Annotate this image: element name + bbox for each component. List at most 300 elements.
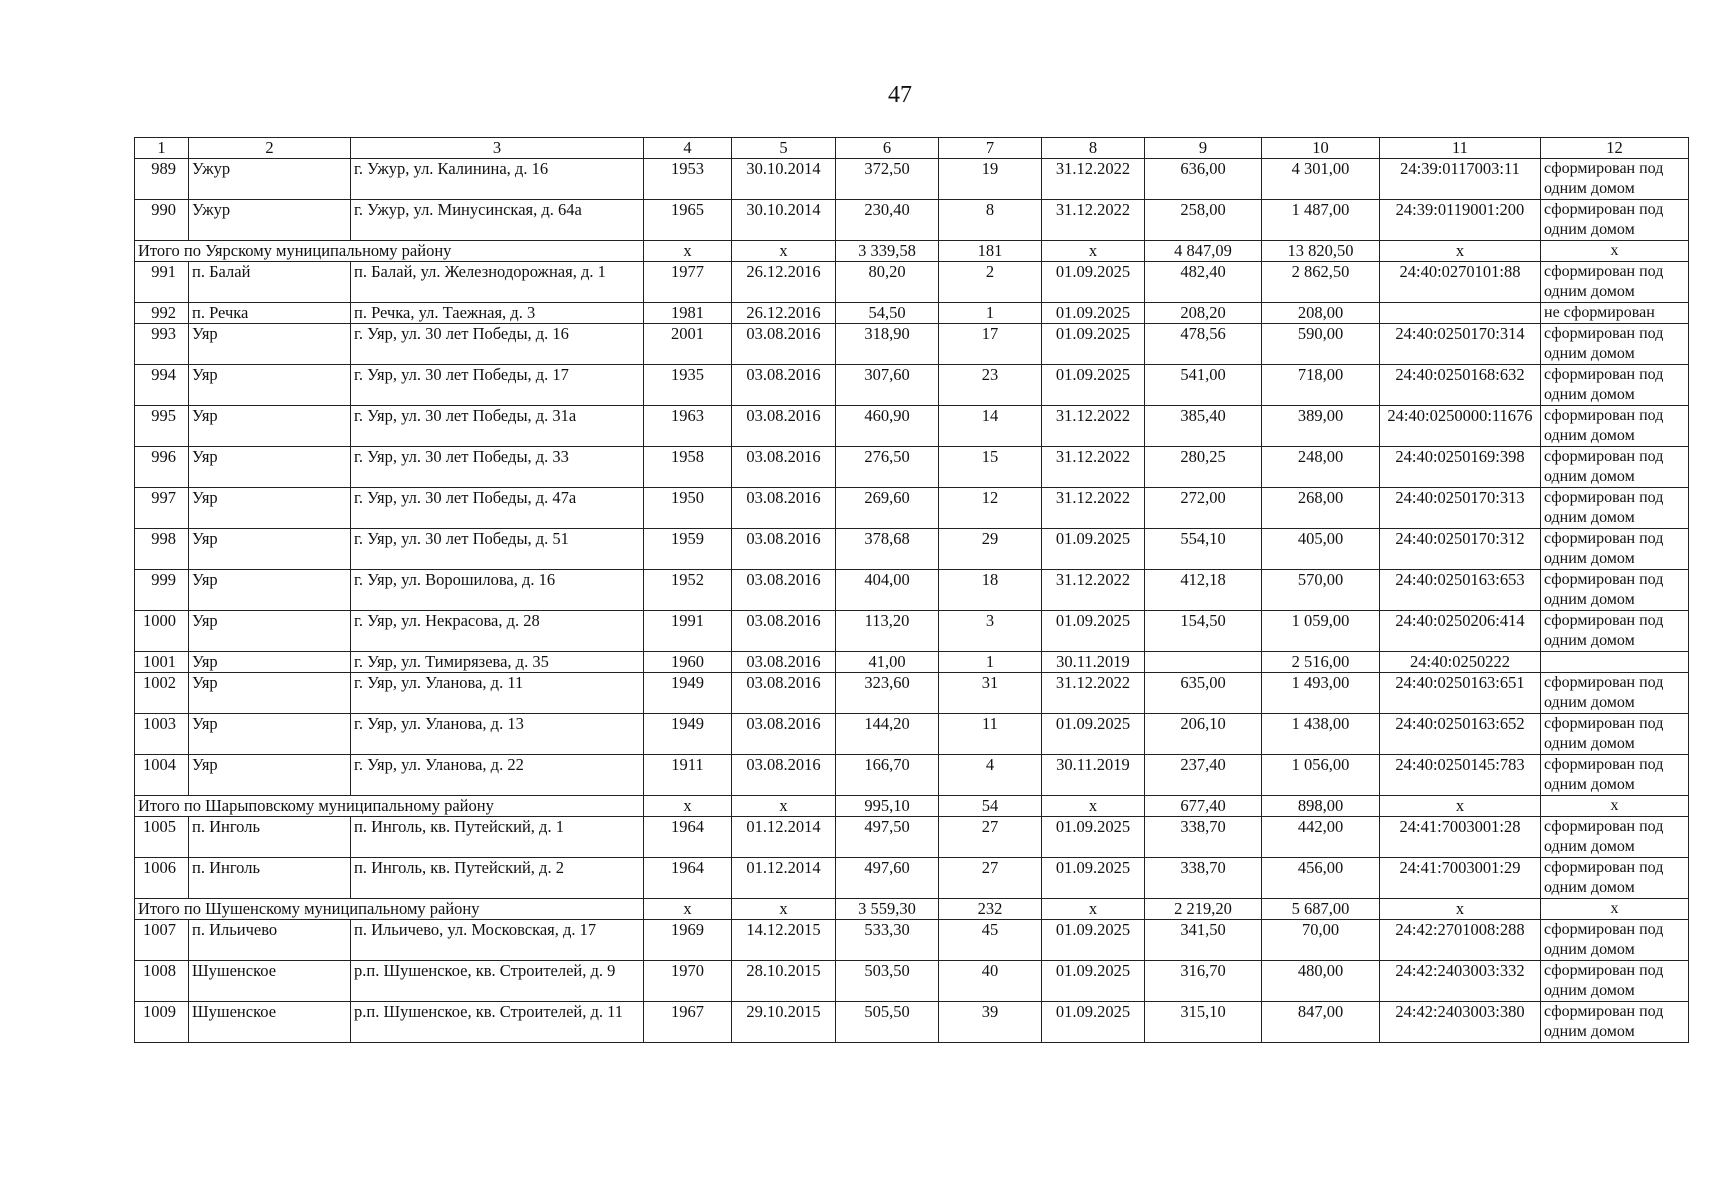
settlement-cell: п. Речка [189, 303, 351, 324]
value-cell: 206,10 [1145, 714, 1262, 755]
area-cell: 230,40 [836, 200, 939, 241]
address-cell: р.п. Шушенское, кв. Строителей, д. 9 [351, 961, 644, 1002]
district-total-label: Итого по Уярскому муниципальному району [135, 241, 644, 262]
district-total-label: Итого по Шушенскому муниципальному району [135, 899, 644, 920]
value-cell: 208,20 [1145, 303, 1262, 324]
date-cell: 01.12.2014 [732, 858, 836, 899]
total-area-cell: 3 559,30 [836, 899, 939, 920]
residents-cell: 23 [939, 365, 1042, 406]
table-row [135, 920, 1689, 961]
cadastral-number-cell: 24:42:2403003:380 [1380, 1002, 1541, 1043]
table-row [135, 570, 1689, 611]
deadline-cell: 01.09.2025 [1042, 262, 1145, 303]
year-built-cell: 1949 [644, 714, 732, 755]
plot-area-cell: 442,00 [1262, 817, 1380, 858]
area-cell: 505,50 [836, 1002, 939, 1043]
deadline-cell: 01.09.2025 [1042, 817, 1145, 858]
year-built-cell: 1970 [644, 961, 732, 1002]
date-cell: 03.08.2016 [732, 652, 836, 673]
column-number-6: 6 [836, 138, 939, 159]
plot-area-cell: 389,00 [1262, 406, 1380, 447]
settlement-cell: Уяр [189, 406, 351, 447]
deadline-cell: 01.09.2025 [1042, 920, 1145, 961]
area-cell: 533,30 [836, 920, 939, 961]
total-cadastral-number-cell: x [1380, 241, 1541, 262]
year-built-cell: 1958 [644, 447, 732, 488]
year-built-cell: 1981 [644, 303, 732, 324]
settlement-cell: Уяр [189, 652, 351, 673]
total-year-built-cell: x [644, 796, 732, 817]
area-cell: 113,20 [836, 611, 939, 652]
plot-area-cell: 570,00 [1262, 570, 1380, 611]
date-cell: 30.10.2014 [732, 200, 836, 241]
settlement-cell: Уяр [189, 488, 351, 529]
area-cell: 497,60 [836, 858, 939, 899]
total-deadline-cell: x [1042, 241, 1145, 262]
value-cell: 280,25 [1145, 447, 1262, 488]
cadastral-number-cell: 24:39:0119001:200 [1380, 200, 1541, 241]
cadastral-number-cell [1380, 303, 1541, 324]
residents-cell: 27 [939, 858, 1042, 899]
row-number-cell: 1006 [135, 858, 189, 899]
cadastral-number-cell: 24:40:0270101:88 [1380, 262, 1541, 303]
district-total-row [135, 899, 1689, 920]
address-cell: г. Уяр, ул. 30 лет Победы, д. 17 [351, 365, 644, 406]
year-built-cell: 1950 [644, 488, 732, 529]
value-cell: 412,18 [1145, 570, 1262, 611]
total-plot-area-cell: 898,00 [1262, 796, 1380, 817]
total-plot-status-cell: x [1541, 796, 1689, 817]
column-number-7: 7 [939, 138, 1042, 159]
deadline-cell: 01.09.2025 [1042, 303, 1145, 324]
settlement-cell: Уяр [189, 611, 351, 652]
residents-cell: 2 [939, 262, 1042, 303]
row-number-cell: 1005 [135, 817, 189, 858]
deadline-cell: 30.11.2019 [1042, 652, 1145, 673]
plot-area-cell: 480,00 [1262, 961, 1380, 1002]
date-cell: 26.12.2016 [732, 262, 836, 303]
table-row [135, 673, 1689, 714]
table-row [135, 365, 1689, 406]
cadastral-number-cell: 24:40:0250163:653 [1380, 570, 1541, 611]
residents-cell: 29 [939, 529, 1042, 570]
residents-cell: 31 [939, 673, 1042, 714]
year-built-cell: 1960 [644, 652, 732, 673]
row-number-cell: 1008 [135, 961, 189, 1002]
district-total-label: Итого по Шарыповскому муниципальному району [135, 796, 644, 817]
cadastral-number-cell: 24:40:0250170:314 [1380, 324, 1541, 365]
year-built-cell: 1977 [644, 262, 732, 303]
row-number-cell: 992 [135, 303, 189, 324]
deadline-cell: 01.09.2025 [1042, 529, 1145, 570]
total-plot-status-cell: x [1541, 899, 1689, 920]
value-cell: 315,10 [1145, 1002, 1262, 1043]
total-value-cell: 4 847,09 [1145, 241, 1262, 262]
total-plot-status-cell: x [1541, 241, 1689, 262]
column-number-2: 2 [189, 138, 351, 159]
plot-status-cell: сформирован под одним домом [1541, 570, 1689, 611]
residents-cell: 27 [939, 817, 1042, 858]
value-cell: 338,70 [1145, 817, 1262, 858]
settlement-cell: Ужур [189, 200, 351, 241]
area-cell: 307,60 [836, 365, 939, 406]
deadline-cell: 31.12.2022 [1042, 488, 1145, 529]
year-built-cell: 1969 [644, 920, 732, 961]
total-year-built-cell: x [644, 899, 732, 920]
date-cell: 03.08.2016 [732, 447, 836, 488]
plot-status-cell: сформирован под одним домом [1541, 324, 1689, 365]
address-cell: п. Балай, ул. Железнодорожная, д. 1 [351, 262, 644, 303]
settlement-cell: п. Инголь [189, 817, 351, 858]
total-residents-cell: 54 [939, 796, 1042, 817]
deadline-cell: 01.09.2025 [1042, 611, 1145, 652]
area-cell: 269,60 [836, 488, 939, 529]
total-date-cell: x [732, 796, 836, 817]
cadastral-number-cell: 24:40:0250163:651 [1380, 673, 1541, 714]
settlement-cell: Уяр [189, 447, 351, 488]
residents-cell: 1 [939, 652, 1042, 673]
residents-cell: 39 [939, 1002, 1042, 1043]
plot-status-cell: сформирован под одним домом [1541, 1002, 1689, 1043]
deadline-cell: 31.12.2022 [1042, 200, 1145, 241]
area-cell: 372,50 [836, 159, 939, 200]
row-number-cell: 999 [135, 570, 189, 611]
year-built-cell: 1964 [644, 817, 732, 858]
area-cell: 323,60 [836, 673, 939, 714]
date-cell: 30.10.2014 [732, 159, 836, 200]
deadline-cell: 01.09.2025 [1042, 324, 1145, 365]
address-cell: п. Инголь, кв. Путейский, д. 2 [351, 858, 644, 899]
total-deadline-cell: x [1042, 899, 1145, 920]
table-row [135, 200, 1689, 241]
area-cell: 276,50 [836, 447, 939, 488]
plot-area-cell: 718,00 [1262, 365, 1380, 406]
residents-cell: 18 [939, 570, 1042, 611]
date-cell: 29.10.2015 [732, 1002, 836, 1043]
address-cell: г. Уяр, ул. Тимирязева, д. 35 [351, 652, 644, 673]
cadastral-number-cell: 24:42:2403003:332 [1380, 961, 1541, 1002]
column-number-9: 9 [1145, 138, 1262, 159]
area-cell: 54,50 [836, 303, 939, 324]
address-cell: р.п. Шушенское, кв. Строителей, д. 11 [351, 1002, 644, 1043]
settlement-cell: Ужур [189, 159, 351, 200]
plot-status-cell: сформирован под одним домом [1541, 529, 1689, 570]
value-cell: 541,00 [1145, 365, 1262, 406]
value-cell [1145, 652, 1262, 673]
deadline-cell: 01.09.2025 [1042, 961, 1145, 1002]
total-year-built-cell: x [644, 241, 732, 262]
address-cell: г. Уяр, ул. 30 лет Победы, д. 51 [351, 529, 644, 570]
plot-area-cell: 268,00 [1262, 488, 1380, 529]
plot-area-cell: 456,00 [1262, 858, 1380, 899]
date-cell: 03.08.2016 [732, 529, 836, 570]
cadastral-number-cell: 24:40:0250168:632 [1380, 365, 1541, 406]
value-cell: 154,50 [1145, 611, 1262, 652]
settlement-cell: Шушенское [189, 961, 351, 1002]
column-number-12: 12 [1541, 138, 1689, 159]
column-number-10: 10 [1262, 138, 1380, 159]
value-cell: 341,50 [1145, 920, 1262, 961]
table-row [135, 529, 1689, 570]
area-cell: 503,50 [836, 961, 939, 1002]
residents-cell: 1 [939, 303, 1042, 324]
date-cell: 01.12.2014 [732, 817, 836, 858]
residents-cell: 4 [939, 755, 1042, 796]
table-row [135, 755, 1689, 796]
cadastral-number-cell: 24:40:0250222 [1380, 652, 1541, 673]
date-cell: 03.08.2016 [732, 570, 836, 611]
deadline-cell: 31.12.2022 [1042, 406, 1145, 447]
total-area-cell: 995,10 [836, 796, 939, 817]
table-row [135, 262, 1689, 303]
table-row [135, 488, 1689, 529]
row-number-cell: 995 [135, 406, 189, 447]
year-built-cell: 1963 [644, 406, 732, 447]
date-cell: 03.08.2016 [732, 673, 836, 714]
residents-cell: 12 [939, 488, 1042, 529]
row-number-cell: 991 [135, 262, 189, 303]
area-cell: 497,50 [836, 817, 939, 858]
date-cell: 28.10.2015 [732, 961, 836, 1002]
deadline-cell: 01.09.2025 [1042, 714, 1145, 755]
year-built-cell: 1965 [644, 200, 732, 241]
residents-cell: 45 [939, 920, 1042, 961]
plot-status-cell: сформирован под одним домом [1541, 673, 1689, 714]
row-number-cell: 1001 [135, 652, 189, 673]
area-cell: 166,70 [836, 755, 939, 796]
area-cell: 144,20 [836, 714, 939, 755]
value-cell: 338,70 [1145, 858, 1262, 899]
plot-area-cell: 847,00 [1262, 1002, 1380, 1043]
plot-status-cell: сформирован под одним домом [1541, 488, 1689, 529]
row-number-cell: 996 [135, 447, 189, 488]
total-residents-cell: 181 [939, 241, 1042, 262]
column-number-4: 4 [644, 138, 732, 159]
date-cell: 03.08.2016 [732, 714, 836, 755]
plot-area-cell: 4 301,00 [1262, 159, 1380, 200]
residents-cell: 40 [939, 961, 1042, 1002]
row-number-cell: 1002 [135, 673, 189, 714]
date-cell: 26.12.2016 [732, 303, 836, 324]
plot-status-cell: сформирован под одним домом [1541, 714, 1689, 755]
address-cell: п. Инголь, кв. Путейский, д. 1 [351, 817, 644, 858]
table-row [135, 406, 1689, 447]
housing-registry-table [134, 137, 1689, 1043]
settlement-cell: Уяр [189, 365, 351, 406]
plot-status-cell [1541, 652, 1689, 673]
date-cell: 03.08.2016 [732, 755, 836, 796]
date-cell: 03.08.2016 [732, 406, 836, 447]
total-date-cell: x [732, 241, 836, 262]
plot-area-cell: 2 516,00 [1262, 652, 1380, 673]
residents-cell: 19 [939, 159, 1042, 200]
plot-status-cell: сформирован под одним домом [1541, 365, 1689, 406]
plot-status-cell: сформирован под одним домом [1541, 920, 1689, 961]
total-area-cell: 3 339,58 [836, 241, 939, 262]
year-built-cell: 1967 [644, 1002, 732, 1043]
deadline-cell: 31.12.2022 [1042, 447, 1145, 488]
cadastral-number-cell: 24:40:0250170:313 [1380, 488, 1541, 529]
cadastral-number-cell: 24:40:0250169:398 [1380, 447, 1541, 488]
cadastral-number-cell: 24:40:0250163:652 [1380, 714, 1541, 755]
row-number-cell: 998 [135, 529, 189, 570]
value-cell: 635,00 [1145, 673, 1262, 714]
plot-status-cell: сформирован под одним домом [1541, 755, 1689, 796]
year-built-cell: 1935 [644, 365, 732, 406]
date-cell: 03.08.2016 [732, 488, 836, 529]
date-cell: 03.08.2016 [732, 324, 836, 365]
row-number-cell: 1003 [135, 714, 189, 755]
table-row [135, 159, 1689, 200]
cadastral-number-cell: 24:40:0250145:783 [1380, 755, 1541, 796]
plot-area-cell: 1 056,00 [1262, 755, 1380, 796]
address-cell: г. Уяр, ул. Ворошилова, д. 16 [351, 570, 644, 611]
row-number-cell: 993 [135, 324, 189, 365]
year-built-cell: 1952 [644, 570, 732, 611]
area-cell: 318,90 [836, 324, 939, 365]
address-cell: г. Уяр, ул. Некрасова, д. 28 [351, 611, 644, 652]
row-number-cell: 989 [135, 159, 189, 200]
address-cell: г. Ужур, ул. Минусинская, д. 64а [351, 200, 644, 241]
area-cell: 378,68 [836, 529, 939, 570]
year-built-cell: 1949 [644, 673, 732, 714]
cadastral-number-cell: 24:42:2701008:288 [1380, 920, 1541, 961]
residents-cell: 14 [939, 406, 1042, 447]
plot-area-cell: 70,00 [1262, 920, 1380, 961]
value-cell: 316,70 [1145, 961, 1262, 1002]
column-number-3: 3 [351, 138, 644, 159]
deadline-cell: 01.09.2025 [1042, 365, 1145, 406]
settlement-cell: п. Инголь [189, 858, 351, 899]
plot-status-cell: сформирован под одним домом [1541, 611, 1689, 652]
row-number-cell: 994 [135, 365, 189, 406]
total-residents-cell: 232 [939, 899, 1042, 920]
plot-status-cell: сформирован под одним домом [1541, 817, 1689, 858]
row-number-cell: 997 [135, 488, 189, 529]
table-row [135, 652, 1689, 673]
plot-area-cell: 405,00 [1262, 529, 1380, 570]
settlement-cell: п. Балай [189, 262, 351, 303]
plot-area-cell: 1 493,00 [1262, 673, 1380, 714]
plot-status-cell: сформирован под одним домом [1541, 200, 1689, 241]
date-cell: 03.08.2016 [732, 611, 836, 652]
value-cell: 385,40 [1145, 406, 1262, 447]
total-value-cell: 677,40 [1145, 796, 1262, 817]
deadline-cell: 31.12.2022 [1042, 159, 1145, 200]
column-number-1: 1 [135, 138, 189, 159]
table-row [135, 447, 1689, 488]
address-cell: г. Уяр, ул. Уланова, д. 22 [351, 755, 644, 796]
district-total-row [135, 241, 1689, 262]
column-number-11: 11 [1380, 138, 1541, 159]
value-cell: 636,00 [1145, 159, 1262, 200]
date-cell: 14.12.2015 [732, 920, 836, 961]
cadastral-number-cell: 24:39:0117003:11 [1380, 159, 1541, 200]
row-number-cell: 1009 [135, 1002, 189, 1043]
plot-area-cell: 1 059,00 [1262, 611, 1380, 652]
year-built-cell: 1953 [644, 159, 732, 200]
year-built-cell: 1964 [644, 858, 732, 899]
date-cell: 03.08.2016 [732, 365, 836, 406]
page-number: 47 [888, 82, 912, 108]
deadline-cell: 31.12.2022 [1042, 570, 1145, 611]
address-cell: г. Уяр, ул. Уланова, д. 13 [351, 714, 644, 755]
total-value-cell: 2 219,20 [1145, 899, 1262, 920]
deadline-cell: 01.09.2025 [1042, 858, 1145, 899]
table-row [135, 303, 1689, 324]
plot-area-cell: 2 862,50 [1262, 262, 1380, 303]
year-built-cell: 2001 [644, 324, 732, 365]
plot-status-cell: сформирован под одним домом [1541, 961, 1689, 1002]
row-number-cell: 1000 [135, 611, 189, 652]
table-row [135, 324, 1689, 365]
settlement-cell: Уяр [189, 324, 351, 365]
area-cell: 41,00 [836, 652, 939, 673]
value-cell: 258,00 [1145, 200, 1262, 241]
deadline-cell: 31.12.2022 [1042, 673, 1145, 714]
row-number-cell: 1007 [135, 920, 189, 961]
row-number-cell: 1004 [135, 755, 189, 796]
column-number-header-row [135, 138, 1689, 159]
row-number-cell: 990 [135, 200, 189, 241]
plot-area-cell: 1 438,00 [1262, 714, 1380, 755]
total-cadastral-number-cell: x [1380, 796, 1541, 817]
plot-status-cell: сформирован под одним домом [1541, 858, 1689, 899]
residents-cell: 15 [939, 447, 1042, 488]
total-cadastral-number-cell: x [1380, 899, 1541, 920]
deadline-cell: 01.09.2025 [1042, 1002, 1145, 1043]
value-cell: 478,56 [1145, 324, 1262, 365]
address-cell: г. Ужур, ул. Калинина, д. 16 [351, 159, 644, 200]
plot-status-cell: не сформирован [1541, 303, 1689, 324]
residents-cell: 3 [939, 611, 1042, 652]
table-row [135, 858, 1689, 899]
address-cell: г. Уяр, ул. Уланова, д. 11 [351, 673, 644, 714]
value-cell: 482,40 [1145, 262, 1262, 303]
settlement-cell: Уяр [189, 755, 351, 796]
address-cell: г. Уяр, ул. 30 лет Победы, д. 31а [351, 406, 644, 447]
district-total-row [135, 796, 1689, 817]
settlement-cell: Уяр [189, 570, 351, 611]
plot-status-cell: сформирован под одним домом [1541, 406, 1689, 447]
year-built-cell: 1959 [644, 529, 732, 570]
plot-status-cell: сформирован под одним домом [1541, 159, 1689, 200]
settlement-cell: Уяр [189, 529, 351, 570]
address-cell: г. Уяр, ул. 30 лет Победы, д. 33 [351, 447, 644, 488]
address-cell: п. Ильичево, ул. Московская, д. 17 [351, 920, 644, 961]
cadastral-number-cell: 24:40:0250170:312 [1380, 529, 1541, 570]
total-plot-area-cell: 5 687,00 [1262, 899, 1380, 920]
settlement-cell: Уяр [189, 714, 351, 755]
table-row [135, 817, 1689, 858]
area-cell: 460,90 [836, 406, 939, 447]
value-cell: 554,10 [1145, 529, 1262, 570]
plot-status-cell: сформирован под одним домом [1541, 262, 1689, 303]
area-cell: 80,20 [836, 262, 939, 303]
settlement-cell: п. Ильичево [189, 920, 351, 961]
deadline-cell: 30.11.2019 [1042, 755, 1145, 796]
column-number-5: 5 [732, 138, 836, 159]
residents-cell: 17 [939, 324, 1042, 365]
address-cell: г. Уяр, ул. 30 лет Победы, д. 16 [351, 324, 644, 365]
value-cell: 272,00 [1145, 488, 1262, 529]
year-built-cell: 1991 [644, 611, 732, 652]
table-row [135, 961, 1689, 1002]
cadastral-number-cell: 24:40:0250000:11676 [1380, 406, 1541, 447]
plot-area-cell: 248,00 [1262, 447, 1380, 488]
value-cell: 237,40 [1145, 755, 1262, 796]
settlement-cell: Шушенское [189, 1002, 351, 1043]
